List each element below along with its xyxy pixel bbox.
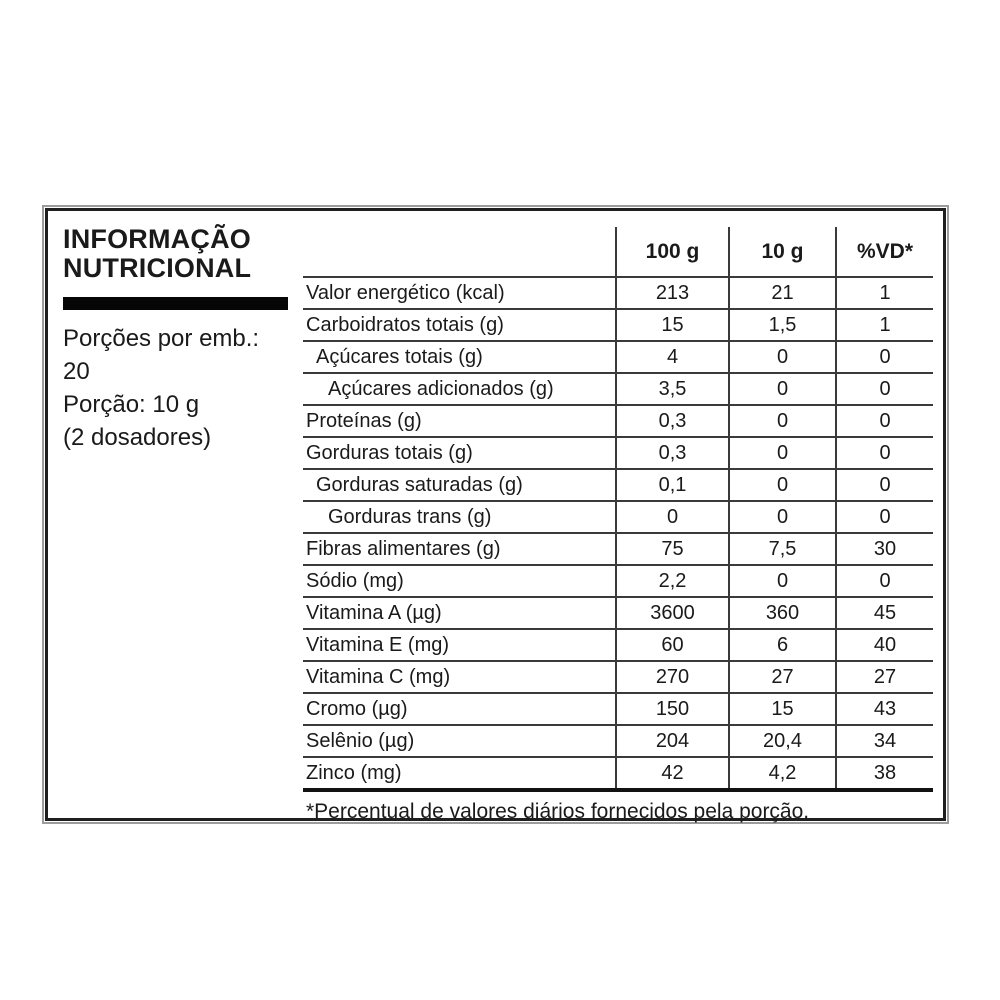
value-10g: 6: [728, 628, 835, 660]
value-vd: 0: [835, 372, 933, 404]
value-100g: 0: [615, 500, 728, 532]
label-title-line2: NUTRICIONAL: [63, 253, 252, 283]
value-100g: 15: [615, 308, 728, 340]
value-vd: 0: [835, 500, 933, 532]
row-label: Gorduras totais (g): [303, 436, 615, 468]
value-10g: 0: [728, 564, 835, 596]
value-100g: 3,5: [615, 372, 728, 404]
value-vd: 43: [835, 692, 933, 724]
value-vd: 40: [835, 628, 933, 660]
value-10g: 0: [728, 500, 835, 532]
value-100g: 0,3: [615, 436, 728, 468]
row-label: Vitamina C (mg): [303, 660, 615, 692]
value-100g: 42: [615, 756, 728, 788]
value-100g: 0,3: [615, 404, 728, 436]
value-10g: 360: [728, 596, 835, 628]
serving-size-label: Porção: 10 g: [63, 391, 200, 418]
daily-value-footnote: *Percentual de valores diários fornecidos pela porção.: [303, 788, 933, 833]
row-label: Gorduras saturadas (g): [303, 468, 615, 500]
value-100g: 3600: [615, 596, 728, 628]
value-100g: 60: [615, 628, 728, 660]
value-10g: 7,5: [728, 532, 835, 564]
value-vd: 1: [835, 276, 933, 308]
value-10g: 0: [728, 436, 835, 468]
row-label: Açúcares totais (g): [303, 340, 615, 372]
row-label: Zinco (mg): [303, 756, 615, 788]
row-label: Valor energético (kcal): [303, 276, 615, 308]
value-10g: 1,5: [728, 308, 835, 340]
title-divider-bar: [63, 297, 288, 310]
header-vd: %VD*: [835, 227, 933, 276]
header-100g: 100 g: [615, 227, 728, 276]
value-100g: 4: [615, 340, 728, 372]
servings-per-package-value: 20: [63, 358, 90, 385]
row-label: Selênio (µg): [303, 724, 615, 756]
value-vd: 0: [835, 340, 933, 372]
row-label: Fibras alimentares (g): [303, 532, 615, 564]
value-100g: 0,1: [615, 468, 728, 500]
value-vd: 1: [835, 308, 933, 340]
value-10g: 27: [728, 660, 835, 692]
value-vd: 30: [835, 532, 933, 564]
value-10g: 0: [728, 468, 835, 500]
row-label: Gorduras trans (g): [303, 500, 615, 532]
value-10g: 0: [728, 340, 835, 372]
servings-per-package-label: Porções por emb.:: [63, 325, 260, 352]
value-100g: 213: [615, 276, 728, 308]
value-100g: 204: [615, 724, 728, 756]
value-vd: 27: [835, 660, 933, 692]
value-vd: 45: [835, 596, 933, 628]
header-10g: 10 g: [728, 227, 835, 276]
value-100g: 150: [615, 692, 728, 724]
value-10g: 15: [728, 692, 835, 724]
value-100g: 270: [615, 660, 728, 692]
row-label: Vitamina E (mg): [303, 628, 615, 660]
value-10g: 20,4: [728, 724, 835, 756]
value-vd: 38: [835, 756, 933, 788]
value-10g: 21: [728, 276, 835, 308]
value-vd: 0: [835, 436, 933, 468]
row-label: Sódio (mg): [303, 564, 615, 596]
serving-info: [63, 322, 311, 454]
value-100g: 75: [615, 532, 728, 564]
row-label: Proteínas (g): [303, 404, 615, 436]
value-10g: 4,2: [728, 756, 835, 788]
label-title: [63, 225, 311, 283]
label-info-column: [63, 225, 311, 454]
nutrition-label-panel: [45, 208, 946, 821]
row-label: Vitamina A (µg): [303, 596, 615, 628]
value-vd: 0: [835, 564, 933, 596]
row-label: Cromo (µg): [303, 692, 615, 724]
label-title-line1: INFORMAÇÃO: [63, 224, 251, 254]
value-vd: 34: [835, 724, 933, 756]
value-10g: 0: [728, 404, 835, 436]
row-label: Açúcares adicionados (g): [303, 372, 615, 404]
serving-size-measure: (2 dosadores): [63, 424, 212, 451]
value-10g: 0: [728, 372, 835, 404]
row-label: Carboidratos totais (g): [303, 308, 615, 340]
value-vd: 0: [835, 468, 933, 500]
value-100g: 2,2: [615, 564, 728, 596]
header-empty-cell: [303, 227, 615, 276]
value-vd: 0: [835, 404, 933, 436]
nutrition-table: [303, 227, 933, 833]
